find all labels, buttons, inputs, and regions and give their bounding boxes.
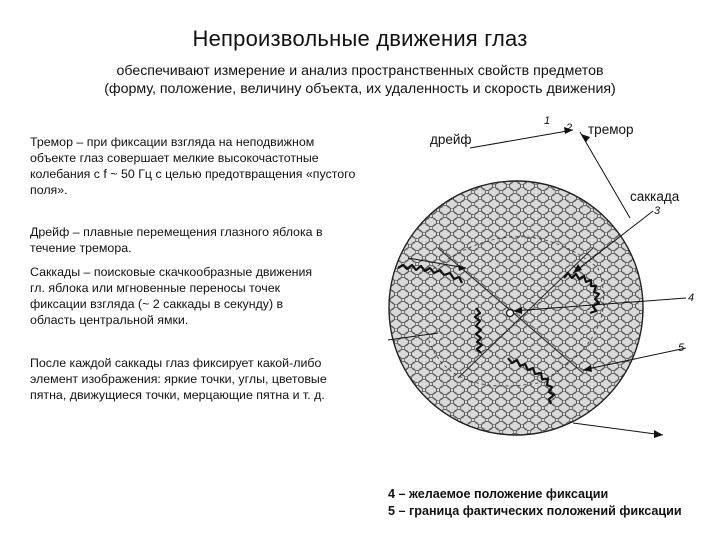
page-title: Непроизвольные движения глаз [192, 26, 528, 51]
label-tremor: тремор [588, 122, 634, 137]
arrow-bottom [573, 423, 663, 435]
number-3: 3 [654, 205, 661, 217]
saccades-description: Саккады – поисковые скачкообразные движения гл. яблока или мгновенные переносы точек фиксации взгляда (~ 2 саккады в секунду) в область центральной ямки. [30, 264, 323, 328]
subtitle [40, 62, 680, 98]
fixation-point [507, 310, 514, 317]
legend-item-5: 5 – граница фактических положений фиксации [388, 504, 682, 518]
legend-item-4: 4 – желаемое положение фиксации [388, 487, 609, 501]
drift-description: Дрейф – плавные перемещения глазного яблока в течение тремора. [30, 224, 373, 256]
number-5: 5 [678, 342, 685, 354]
number-1: 1 [544, 115, 551, 127]
diagram-legend [388, 486, 682, 520]
label-saccade: саккада [630, 189, 680, 204]
number-2: 2 [566, 122, 573, 134]
tremor-description: Тремор – при фиксации взгляда на неподвижном объекте глаз совершает мелкие высокочастотные колебания с f ~ 50 Гц с целью предотвращения «пустого поля». [30, 134, 363, 198]
subtitle-line-2: (форму, положение, величину объекта, их удаленность и скорость движения) [104, 81, 616, 97]
receptor-mosaic [368, 168, 668, 458]
number-4: 4 [688, 292, 695, 304]
eye-movement-diagram [368, 108, 720, 478]
subtitle-line-1: обеспечивают измерение и анализ пространственных свойств предметов [116, 63, 604, 79]
drift-arrow [470, 130, 573, 148]
arrow-bottom-head [654, 430, 663, 438]
label-drift: дрейф [430, 132, 472, 147]
after-saccade-description: После каждой саккады глаз фиксирует какой-либо элемент изображения: яркие точки, углы, цветовые пятна, движущиеся точки, мерцающие пятна и т. д. [30, 355, 363, 403]
